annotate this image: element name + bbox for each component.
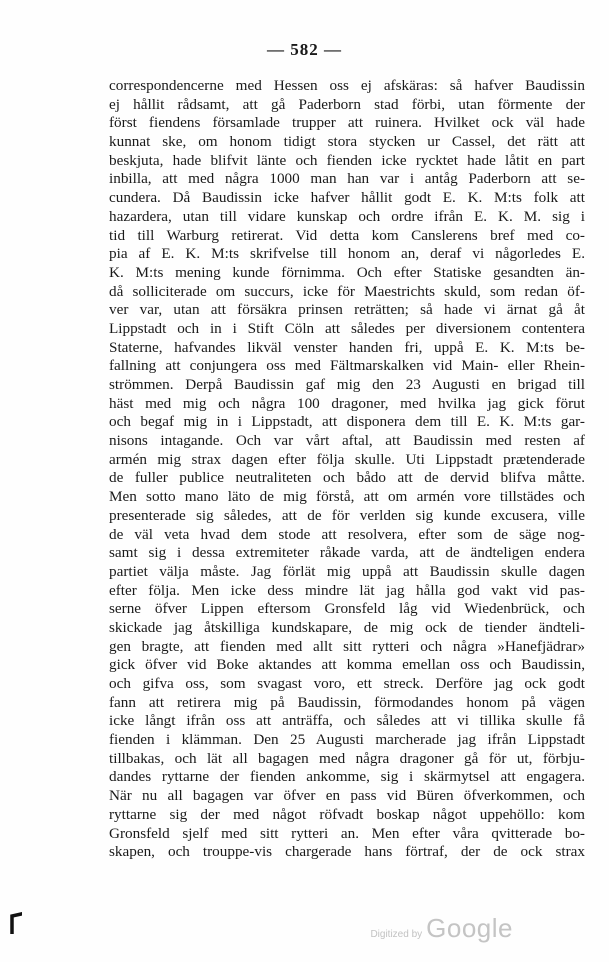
text-line: presenterade sig således, att de för verlden sig kunde excusera, ville [109, 506, 585, 524]
text-line: fienden i klämman. Den 25 Augusti marcherade jag ifrån Lippstadt [109, 731, 585, 749]
text-line: ej hållit rådsamt, att gå Paderborn stad förbi, utan förmente der [109, 95, 585, 113]
text-line: strömmen. Derpå Baudissin gaf mig den 23 Augusti en brigad till [109, 376, 585, 393]
text-line: fallning att conjungera oss med Fältmarskalken vid Main- eller Rhein- [109, 357, 585, 375]
page-number: — 582 — [267, 40, 342, 59]
body-text [109, 77, 585, 862]
corner-bracket-mark [10, 912, 22, 934]
text-line: partiet välja måste. Jag förlät mig uppå att Baudissin skulle dagen [109, 562, 585, 580]
text-line: inbilla, att med några 1000 man han var i antåg Paderborn att se- [109, 170, 585, 188]
text-line: När nu all bagagen var öfver en pass vid Büren öfverkommen, och [109, 787, 585, 805]
text-line: kunnat ske, om honom tidigt stora stycken ur Cassel, det rätt att [109, 133, 585, 151]
text-line: gen bragte, att fienden med allt sitt rytteri och några »Hanefjädrar» [109, 637, 585, 655]
text-line: serne öfver Lippen eftersom Gronsfeld låg vid Wiedenbrück, och [109, 600, 585, 618]
text-line: ver var, utan att försäkra prinsen reträtten; så hade vi ärnat gå åt [109, 301, 585, 319]
text-line: häst med mig och några 100 dragoner, med hvilka jag gick förut [109, 394, 585, 412]
text-line: och gifva oss, som svagast voro, ett streck. Derföre jag ock godt [109, 675, 585, 692]
text-line: dandes ryttarne der fienden ankomme, sig i skärmytsel att engagera. [109, 768, 585, 786]
text-line: fann att retirera mig på Baudissin, förmodandes honom på vägen [109, 693, 585, 711]
text-line: gick öfver vid Boke aktandes att komma emellan oss och Baudissin, [109, 656, 585, 674]
text-line: och begaf mig in i Lippstadt, att disponera dem till E. K. M:ts gar- [109, 413, 585, 431]
digitized-by-label: Digitized by [370, 929, 423, 940]
text-line: de väl veta hvad dem stode att resolvera, efter som de säge nog- [109, 525, 585, 543]
text-line: Lippstadt och in i Stift Cöln att således per diversionem contentera [109, 319, 585, 337]
text-line: K. M:ts mening kunde förnimma. Och efter Statiske gesandten än- [109, 263, 585, 281]
text-line: pia af E. K. M:ts skrifvelse till honom an, deraf vi någorledes E. [109, 245, 585, 263]
text-line: först fiendens församlade trupper att ruinera. Hvilket ock väl hade [109, 114, 585, 132]
text-line: tid till Warburg retirerat. Vid detta kom Canslerens bref med co- [109, 226, 585, 244]
google-logo-text: Google [426, 913, 513, 943]
text-line: icke långt ifrån oss att anträffa, och således att vi tillika skulle få [109, 712, 585, 730]
text-line: samt sig i dessa extremiteter råkade varda, att de ändteligen endera [109, 544, 585, 562]
text-line: Staterne, hafvandes likväl venster handen fri, uppå E. K. M:ts be- [109, 338, 585, 356]
google-watermark [370, 913, 513, 944]
text-line: skickade jag åtskilliga kundskapare, de mig ock de tiender ändteli- [109, 618, 585, 636]
text-line: nisons intagande. Och var vårt aftal, att Baudissin med resten af [109, 432, 585, 450]
text-line: skapen, och trouppe-vis chargerade hans förtraf, der de ock strax [109, 843, 585, 861]
text-line: beskjuta, hade blifvit länte och fienden icke rycktet hade låtit en part [109, 151, 585, 169]
text-line: Men sotto mano läto de mig förstå, att om armén vore tillstädes och [109, 488, 585, 506]
text-line: då solliciterade om succurs, icke för Maestrichts skuld, som redan öf- [109, 282, 585, 300]
text-line: hazardera, utan till vidare kunskap och ordre ifrån E. K. M. sig i [109, 207, 585, 225]
text-line: cundera. Då Baudissin icke hafver hållit godt E. K. M:ts folk att [109, 189, 585, 207]
text-line: tillbakas, och lät all bagagen med några dragoner gå för ut, förbju- [109, 749, 585, 767]
text-line: efter följa. Men icke dess mindre lät jag hålla god vakt vid pas- [109, 581, 585, 599]
text-line: armén mig strax dagen efter följa skulle. Uti Lippstadt prætenderade [109, 450, 585, 468]
text-line: correspondencerne med Hessen oss ej afskäras: så hafver Baudissin [109, 77, 585, 94]
text-line: Gronsfeld sjelf med sitt rytteri an. Men efter våra qvitterade bo- [109, 824, 585, 842]
text-line: de fuller publice neutraliteten och bådo att de dervid blifva måtte. [109, 469, 585, 487]
text-line: ryttarne sig der med något röfvadt boskap något uppehöllo: kom [109, 805, 585, 823]
